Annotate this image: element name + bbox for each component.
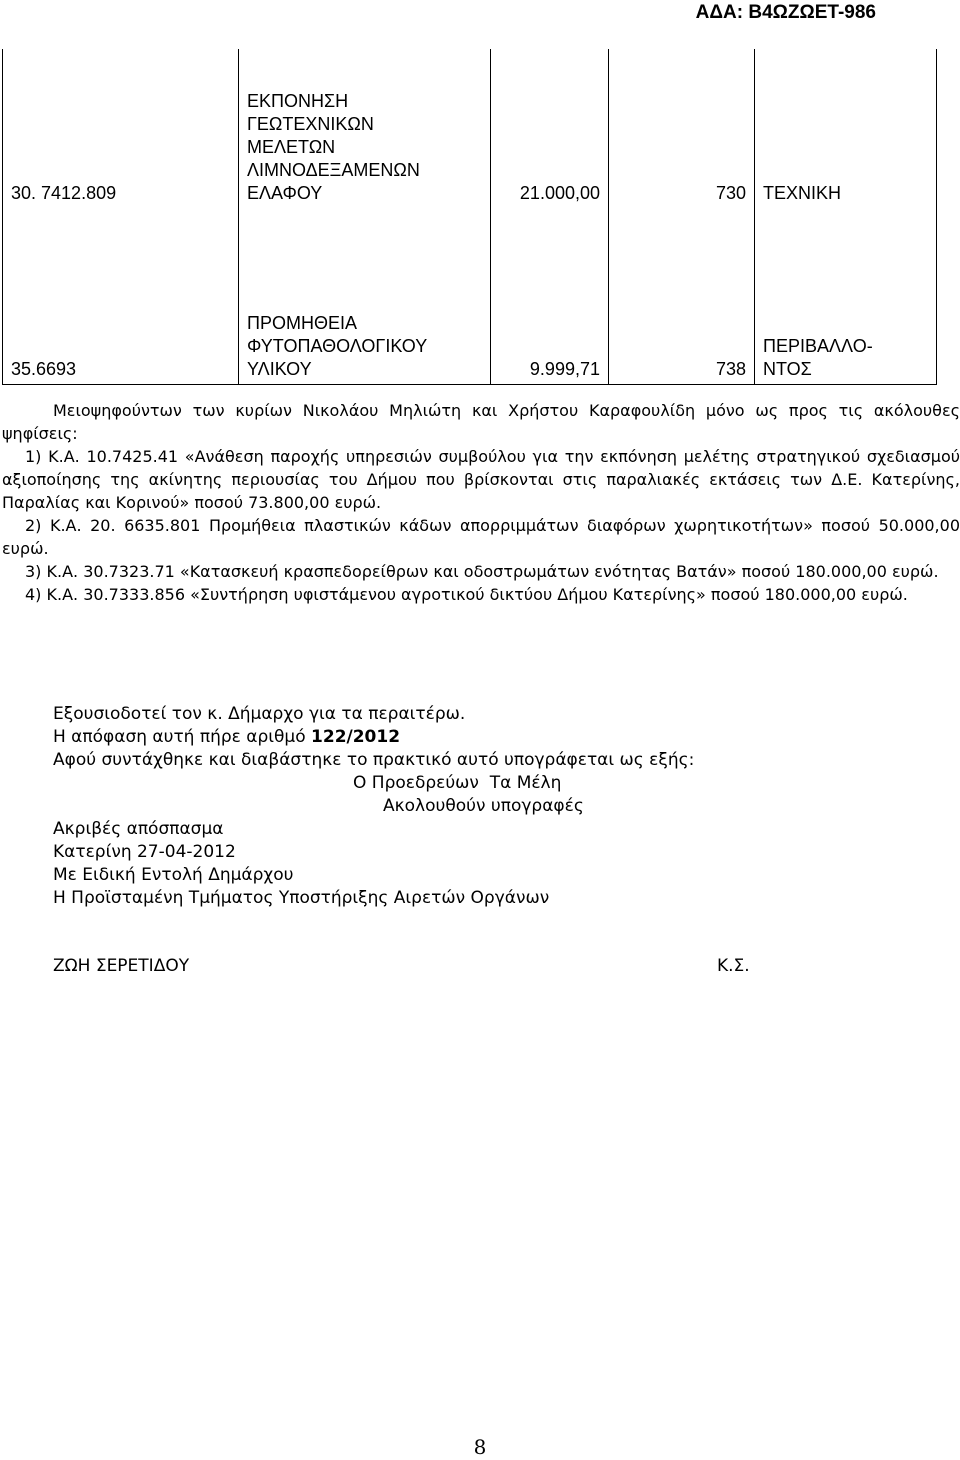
row-type xyxy=(755,49,937,208)
row-code: 30. 7412.809 xyxy=(3,49,239,208)
vote-item-1: 1) Κ.Α. 10.7425.41 «Ανάθεση παροχής υπηρεσιών συμβούλου για την εκπόνηση μελέτης στρατηγικού σχεδιασμού αξιοποίησης της ακίνητης περιουσίας του Δήμου που βρίσκονται στις παραλιακές εκτάσεις των Δ.Ε. Κατερίνης, Παραλίας και Κορινού» ποσού 73.800,00 ευρώ. xyxy=(2,447,960,512)
decision-text xyxy=(53,726,953,749)
description-line: ΜΕΛΕΤΩΝ xyxy=(247,137,336,157)
decision-prefix: Η απόφαση αυτή πήρε αριθμό xyxy=(53,727,312,747)
budget-table xyxy=(2,49,937,385)
type-line: ΠΕΡΙΒΑΛΛΟ- xyxy=(763,336,873,356)
page-number: 8 xyxy=(473,1435,487,1459)
extract-label: Ακριβές απόσπασμα xyxy=(53,819,224,839)
row-code: 35.6693 xyxy=(3,208,239,385)
chair-members: Ο Προεδρεύων Τα Μέλη xyxy=(353,773,562,793)
description-line: ΦΥΤΟΠΑΘΟΛΟΓΙΚΟΥ xyxy=(247,336,428,356)
row-number: 738 xyxy=(609,208,755,385)
ada-code: ΑΔΑ: Β4ΩΖΩΕΤ-986 xyxy=(695,2,876,23)
minority-text: Μειοψηφούντων των κυρίων Νικολάου Μηλιώτη και Χρήστου Καραφουλίδη μόνο ως προς τις ακόλουθες ψηφίσεις: xyxy=(2,401,960,443)
vote-item-3: 3) Κ.Α. 30.7323.71 «Κατασκευή κρασπεδορείθρων και οδοστρωμάτων ενότητας Βατάν» ποσού 180.000,00 ευρώ. xyxy=(25,562,939,581)
description-line: ΛΙΜΝΟΔΕΞΑΜΕΝΩΝ xyxy=(247,160,420,180)
row-description xyxy=(239,208,491,385)
signer-initials: Κ.Σ. xyxy=(717,956,750,976)
description-line: ΓΕΩΤΕΧΝΙΚΩΝ xyxy=(247,114,374,134)
closing-section xyxy=(53,703,953,910)
authorization-text: Εξουσιοδοτεί τον κ. Δήμαρχο για τα περαιτέρω. xyxy=(53,704,466,724)
vote-item-2: 2) Κ.Α. 20. 6635.801 Προμήθεια πλαστικών κάδων απορριμμάτων διαφόρων χωρητικοτήτων» ποσού 50.000,00 ευρώ. xyxy=(2,516,960,558)
head-title: Η Προϊσταμένη Τμήματος Υποστήριξης Αιρετών Οργάνων xyxy=(53,888,550,908)
table-row xyxy=(3,208,937,385)
description-line: ΠΡΟΜΗΘΕΙΑ xyxy=(247,313,358,333)
signed-text: Αφού συντάχθηκε και διαβάστηκε το πρακτικό αυτό υπογράφεται ως εξής: xyxy=(53,750,695,770)
mandate-text: Με Ειδική Εντολή Δημάρχου xyxy=(53,865,294,885)
vote-item-4: 4) Κ.Α. 30.7333.856 «Συντήρηση υφιστάμενου αγροτικού δικτύου Δήμου Κατερίνης» ποσού 180.000,00 ευρώ. xyxy=(25,585,908,604)
row-type xyxy=(755,208,937,385)
minority-paragraph xyxy=(2,399,960,606)
table-row xyxy=(3,49,937,208)
signatures-follow: Ακολουθούν υπογραφές xyxy=(383,796,584,816)
row-amount: 21.000,00 xyxy=(491,49,609,208)
type-line: ΝΤΟΣ xyxy=(763,359,812,379)
row-description xyxy=(239,49,491,208)
description-line: ΕΚΠΟΝΗΣΗ xyxy=(247,91,349,111)
row-amount: 9.999,71 xyxy=(491,208,609,385)
description-line: ΕΛΑΦΟΥ xyxy=(247,183,323,203)
description-line: ΥΛΙΚΟΥ xyxy=(247,359,312,379)
row-number: 730 xyxy=(609,49,755,208)
place-date: Κατερίνη 27-04-2012 xyxy=(53,842,236,862)
type-line: ΤΕΧΝΙΚΗ xyxy=(763,183,842,203)
decision-number: 122/2012 xyxy=(311,727,401,747)
signer-name: ΖΩΗ ΣΕΡΕΤΙΔΟΥ xyxy=(53,956,190,976)
